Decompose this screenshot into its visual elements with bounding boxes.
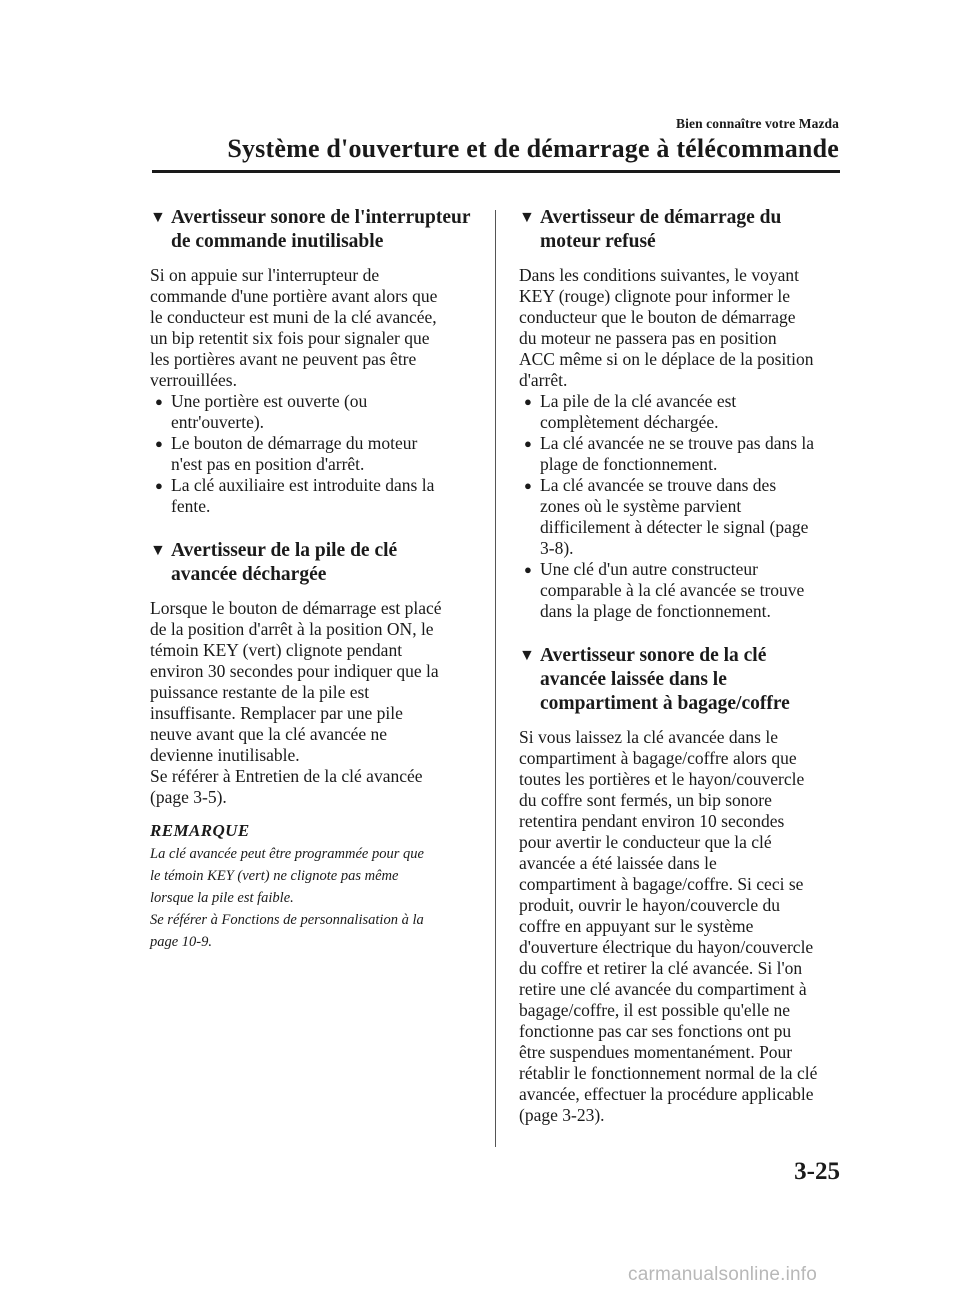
triangle-marker-icon: ▼ — [150, 542, 166, 559]
note-text: La clé avancée peut être programmée pour que le témoin KEY (vert) ne clignote pas même lorsque la pile est faible. Se référer à Fonctions de personnalisation à la page 10-9. — [150, 846, 424, 950]
list-item: ● La clé avancée ne se trouve pas dans la plage de fonctionnement. — [524, 433, 815, 474]
bullet-icon: ● — [524, 436, 532, 451]
bullet-icon: ● — [524, 394, 532, 409]
triangle-marker-icon: ▼ — [519, 209, 535, 226]
triangle-marker-icon: ▼ — [519, 647, 535, 664]
section-body: Lorsque le bouton de démarrage est placé de la position d'arrêt à la position ON, le témoin KEY (vert) clignote pendant environ 30 secondes pour indiquer que la puissance restante de la pile est insuffisante. Remplacer par une pile neuve avant que la clé avancée ne devienne inutilisable. Se référer à Entretien de la clé avancée (page 3-5). — [150, 598, 442, 807]
right-column — [519, 206, 844, 1126]
bullet-icon: ● — [155, 394, 163, 409]
list-item: ● Une portière est ouverte (ou entr'ouverte). — [155, 391, 368, 432]
section-heading: ▼ Avertisseur sonore de l'interrupteur de commande inutilisable — [150, 207, 471, 252]
bullet-list — [150, 391, 475, 517]
footer-watermark: carmanualsonline.info — [628, 1264, 818, 1285]
header-rule — [152, 170, 840, 173]
running-header-label: Bien connaître votre Mazda — [676, 116, 839, 131]
triangle-marker-icon: ▼ — [150, 209, 166, 226]
bullet-list — [519, 391, 844, 622]
bullet-icon: ● — [155, 436, 163, 451]
list-item: ● Le bouton de démarrage du moteur n'est pas en position d'arrêt. — [155, 433, 418, 474]
list-item: ● La clé auxiliaire est introduite dans la fente. — [155, 475, 435, 516]
page-number: 3-25 — [794, 1158, 840, 1185]
list-item: ● La clé avancée se trouve dans des zones où le système parvient difficilement à détecter le signal (page 3-8). — [524, 475, 809, 558]
section-heading: ▼ Avertisseur sonore de la clé avancée laissée dans le compartiment à bagage/coffre — [519, 645, 790, 714]
section-body: Dans les conditions suivantes, le voyant KEY (rouge) clignote pour informer le conducteur que le bouton de démarrage du moteur ne passera pas en position ACC même si on le déplace de la position d'arrêt. — [519, 265, 814, 390]
left-column — [150, 206, 475, 953]
column-divider — [495, 210, 496, 1147]
section-heading: ▼ Avertisseur de la pile de clé avancée déchargée — [150, 540, 398, 585]
bullet-icon: ● — [155, 478, 163, 493]
section-body: Si vous laissez la clé avancée dans le compartiment à bagage/coffre alors que toutes les portières et le hayon/couvercle du coffre sont fermés, un bip sonore retentira pendant environ 10 secondes pour avertir le conducteur que la clé avancée a été laissée dans le compartiment à bagage/coffre. Si ceci se produit, ouvrir le hayon/couvercle du coffre en appuyant sur le système d'ouverture électrique du hayon/couvercle du coffre et retirer la clé avancée. Si l'on retire une clé avancée du compartiment à bagage/coffre, il est possible qu'elle ne fonctionne pas car ses fonctions ont pu être suspendues momentanément. Pour rétablir le fonctionnement normal de la clé avancée, effectuer la procédure applicable (page 3-23). — [519, 727, 818, 1125]
note-title: REMARQUE — [150, 821, 250, 840]
list-item: ● Une clé d'un autre constructeur comparable à la clé avancée se trouve dans la plage de fonctionnement. — [524, 559, 805, 621]
section-heading: ▼ Avertisseur de démarrage du moteur refusé — [519, 207, 782, 252]
section-body: Si on appuie sur l'interrupteur de commande d'une portière avant alors que le conducteur est muni de la clé avancée, un bip retentit six fois pour signaler que les portières avant ne peuvent pas être verrouillées. — [150, 265, 438, 390]
bullet-icon: ● — [524, 478, 532, 493]
chapter-title: Système d'ouverture et de démarrage à télécommande — [227, 134, 839, 163]
bullet-icon: ● — [524, 562, 532, 577]
list-item: ● La pile de la clé avancée est complètement déchargée. — [524, 391, 737, 432]
